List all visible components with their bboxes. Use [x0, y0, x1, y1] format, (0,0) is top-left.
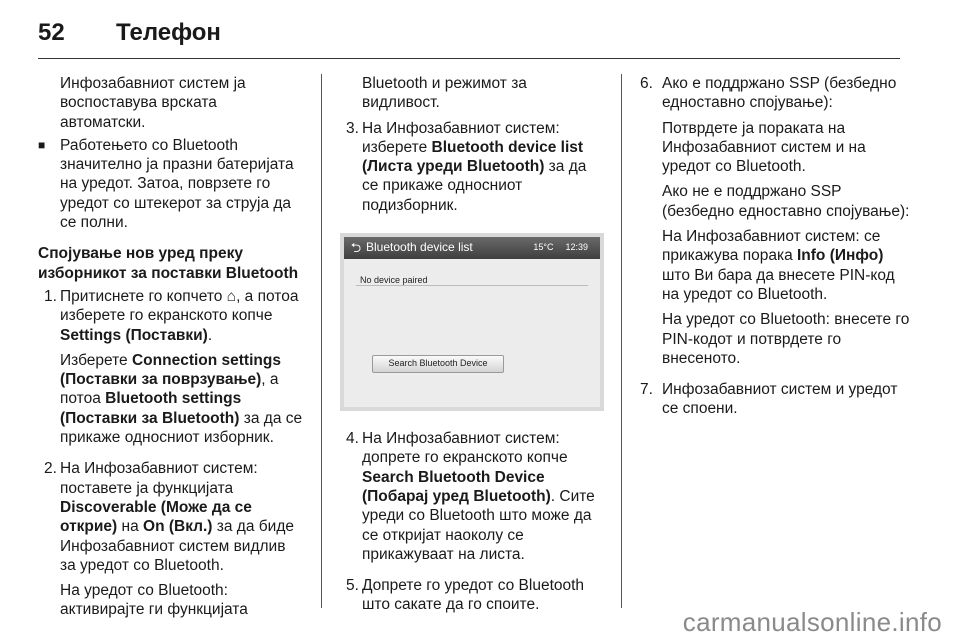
step-text: што Ви бара да внесете PIN-код на уредот со Bluetooth. [662, 266, 895, 303]
device-screenshot [340, 233, 604, 411]
step-2 [38, 459, 303, 625]
menu-label: Search Bluetooth Device (Побарај уред Bluetooth) [362, 468, 551, 505]
step-text: за да биде Инфозабавниот систем видлив за уредот со Bluetooth. [60, 518, 294, 574]
column-divider [621, 74, 622, 608]
step-4 [340, 429, 605, 570]
menu-label: Settings (Поставки) [60, 326, 208, 344]
step-text: за да се прикаже односниот изборник. [60, 409, 303, 447]
step-number: 3. [346, 119, 359, 137]
step-number: 2. [44, 460, 57, 478]
search-device-button: Search Bluetooth Device [372, 355, 504, 373]
step-text: Ако е поддржано SSP (безбедно едноставно спојување): [662, 75, 897, 112]
screen-temperature: 15°C [533, 242, 554, 253]
watermark: carmanualsonline.info [682, 607, 942, 637]
step-1 [38, 287, 303, 453]
menu-label: Discoverable (Може да се открие) [60, 498, 252, 536]
step-text: Изберете [60, 351, 132, 369]
column-1 [38, 74, 303, 632]
intro-text: Инфозабавниот систем ја воспоставува врската автоматски. [60, 75, 246, 131]
step-6 [640, 74, 910, 374]
step-3 [340, 119, 605, 221]
menu-label: Connection settings (Поставки за поврзување) [60, 351, 281, 389]
step-number: 1. [44, 287, 57, 305]
page-number: 52 [38, 19, 65, 46]
step-7 [640, 380, 910, 425]
bullet-text: Работењето со Bluetooth значително ја празни батеријата на уредот. Затоа, поврзете го уредот со штекерот за струја да се полни. [60, 136, 294, 232]
step-text: , а потоа изберете го екранското копче [60, 287, 299, 325]
menu-label: Bluetooth settings (Поставки за Bluetooth) [60, 390, 242, 427]
bullet-note [38, 136, 303, 232]
step-text: Притиснете го копчето [60, 287, 227, 305]
screen-status-text: No device paired [360, 275, 428, 286]
screen-title-bar [344, 237, 600, 259]
bullet-square-icon: ■ [38, 137, 46, 152]
step-number: 5. [346, 577, 359, 595]
screen-divider [356, 285, 588, 286]
step-text: за да се прикаже односниот подизборник. [362, 158, 587, 214]
step-5 [340, 576, 605, 621]
screen-clock: 12:39 [565, 242, 588, 253]
step-text: на [117, 518, 144, 536]
step-text: На уредот со Bluetooth: внесете го PIN-кодот и потврдете го внесеното. [662, 311, 910, 367]
step-number: 4. [346, 430, 359, 448]
step-text: . [207, 326, 213, 344]
section-heading: Спојување нов уред преку изборникот за поставки Bluetooth [38, 245, 299, 282]
step-text: . Сите уреди со Bluetooth што може да се откријат наоколу се прикажуваат на листа. [362, 487, 595, 563]
column-2 [340, 74, 605, 627]
step-text: Ако не е поддржано SSP (безбедно едноставно спојување): [662, 183, 910, 220]
page-header [38, 18, 221, 48]
screen-title: Bluetooth device list [366, 240, 473, 255]
home-icon: ⌂ [226, 287, 237, 305]
back-arrow-icon: ⮌ [350, 240, 362, 256]
step-text: Потврдете ја пораката на Инфозабавниот систем и на уредот со Bluetooth. [662, 119, 866, 176]
step-text: На Инфозабавниот систем: изберете [362, 119, 560, 156]
menu-label: Info (Инфо) [797, 247, 884, 265]
menu-label: Bluetooth device list (Листа уреди Bluetooth) [362, 138, 584, 176]
column-3 [640, 74, 910, 431]
column-divider [321, 74, 322, 608]
continued-text: Bluetooth и режимот за видливост. [362, 75, 527, 112]
header-rule [38, 58, 900, 59]
step-number: 7. [640, 381, 653, 399]
page-title: Телефон [116, 19, 221, 46]
step-text: На Инфозабавниот систем: се прикажува порака [662, 228, 881, 265]
step-text: На уредот со Bluetooth: активирајте ги функцијата [60, 582, 248, 619]
step-text: Инфозабавниот систем и уредот се споени. [662, 381, 898, 418]
menu-label: On (Вкл.) [143, 518, 213, 536]
step-text: На Инфозабавниот систем: допрете го екранското копче [362, 430, 568, 467]
step-number: 6. [640, 75, 653, 92]
step-text: , а потоа [60, 371, 279, 408]
step-text: Допрете го уредот со Bluetooth што сакате да го споите. [362, 577, 585, 614]
step-text: На Инфозабавниот систем: поставете ја функцијата [60, 460, 258, 497]
